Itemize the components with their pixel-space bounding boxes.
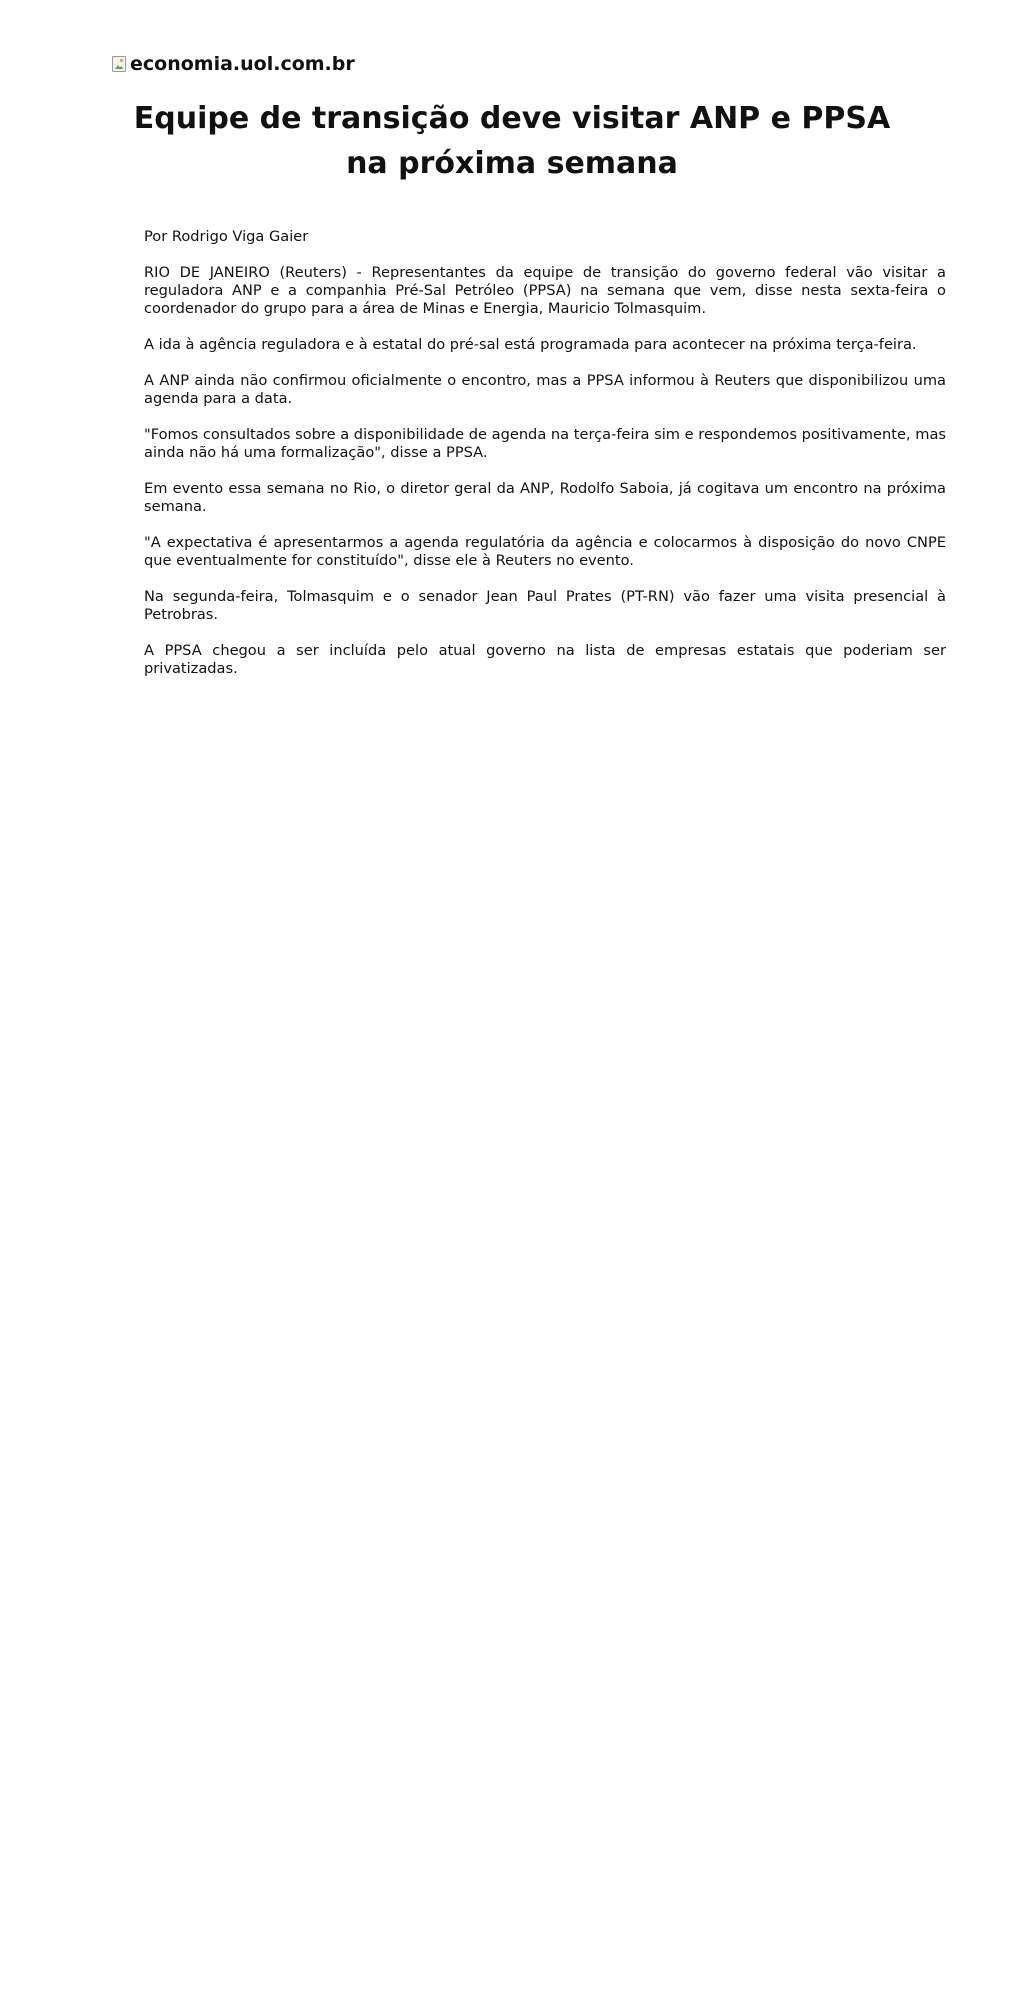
broken-image-icon: [112, 56, 126, 72]
article-paragraph: Na segunda-feira, Tolmasquim e o senador Jean Paul Prates (PT-RN) vão fazer uma visita presencial à Petrobras.: [144, 588, 946, 623]
article-paragraph: "A expectativa é apresentarmos a agenda regulatória da agência e colocarmos à disposição do novo CNPE que eventualmente for constituído", disse ele à Reuters no evento.: [144, 534, 946, 569]
article-byline: Por Rodrigo Viga Gaier: [144, 228, 309, 245]
article-title: Equipe de transição deve visitar ANP e PPSA na próxima semana: [133, 101, 891, 181]
article-paragraph: "Fomos consultados sobre a disponibilidade de agenda na terça-feira sim e respondemos positivamente, mas ainda não há uma formalização", disse a PPSA.: [144, 426, 946, 461]
article-paragraph: Em evento essa semana no Rio, o diretor geral da ANP, Rodolfo Saboia, já cogitava um encontro na próxima semana.: [144, 480, 946, 515]
article-paragraph: RIO DE JANEIRO (Reuters) - Representantes da equipe de transição do governo federal vão visitar a reguladora ANP e a companhia Pré-Sal Petróleo (PPSA) na semana que vem, disse nesta sexta-feira o coordenador do grupo para a área de Minas e Energia, Mauricio Tolmasquim.: [144, 264, 946, 317]
site-header: [112, 52, 355, 76]
article-paragraph: A PPSA chegou a ser incluída pelo atual governo na lista de empresas estatais que poderiam ser privatizadas.: [144, 642, 946, 677]
article-paragraph: A ANP ainda não confirmou oficialmente o encontro, mas a PPSA informou à Reuters que disponibilizou uma agenda para a data.: [144, 372, 946, 407]
article-paragraph: A ida à agência reguladora e à estatal do pré-sal está programada para acontecer na próxima terça-feira.: [144, 336, 917, 353]
site-domain: economia.uol.com.br: [130, 53, 355, 75]
article-body: [144, 228, 946, 696]
